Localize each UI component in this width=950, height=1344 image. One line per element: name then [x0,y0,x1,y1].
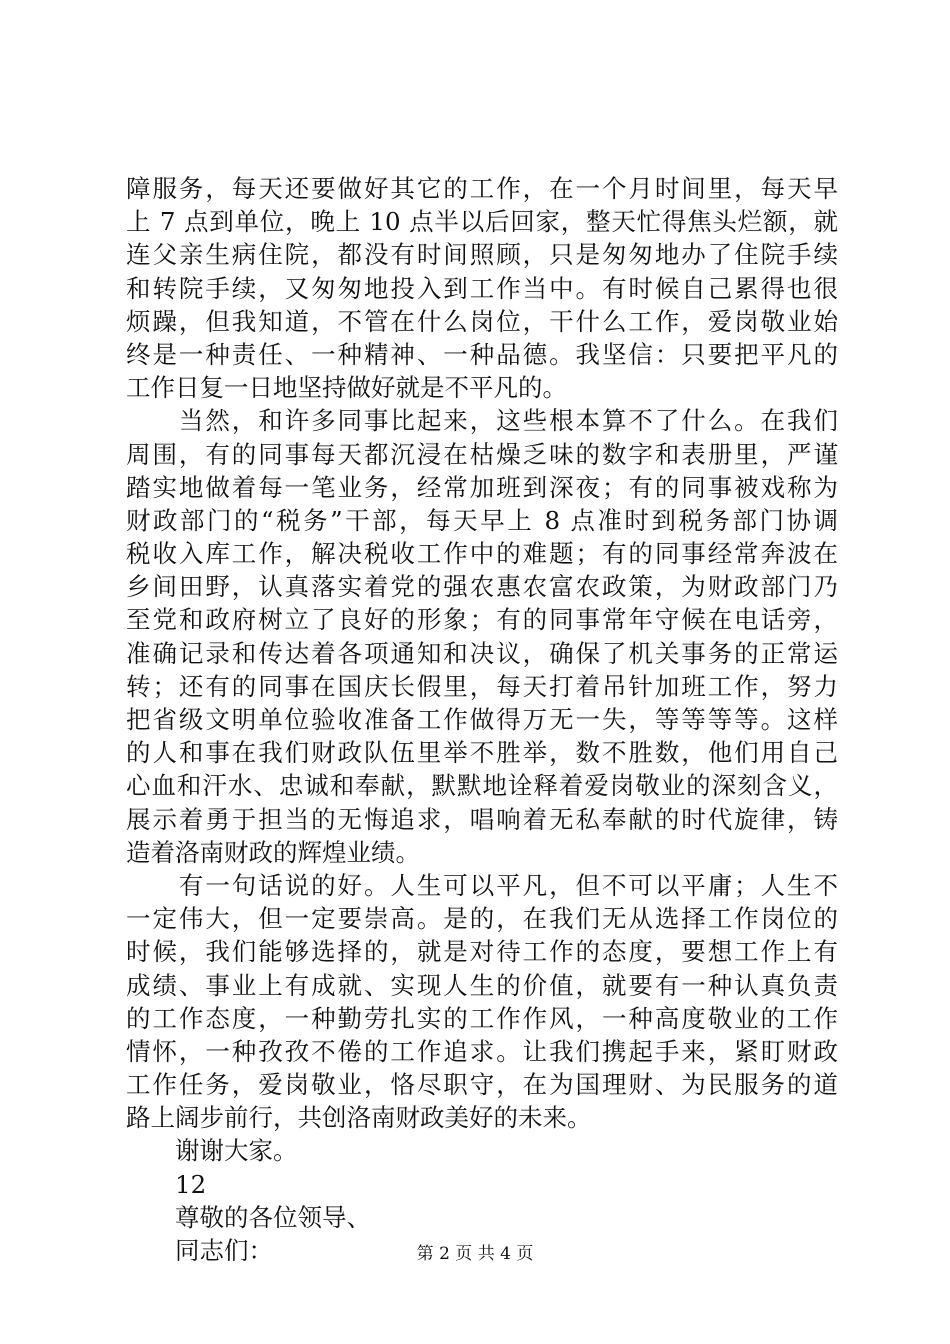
text-line: 至党和政府树立了良好的形象；有的同事常年守候在电话旁， [126,605,838,635]
page-footer: 第 2 页 共 4 页 [416,1244,534,1264]
text-line: 有一句话说的好。人生可以平凡，但不可以平庸；人生不 [126,870,838,900]
closing-text: 谢谢大家。 [175,1136,298,1166]
text-line: 连父亲生病住院，都没有时间照顾，只是匆匆地办了住院手续 [126,240,838,270]
text-line: 障服务，每天还要做好其它的工作，在一个月时间里，每天早 [126,174,838,203]
text-line: 工作日复一日地坚持做好就是不平凡的。 [126,373,567,403]
salutation-line-1: 尊敬的各位领导、 [175,1202,371,1232]
text-line: 烦躁，但我知道，不管在什么岗位，干什么工作，爱岗敬业始 [126,306,838,336]
text-line: 心血和汗水、忠诚和奉献，默默地诠释着爱岗敬业的深刻含义， [126,771,838,801]
text-line: 转；还有的同事在国庆长假里，每天打着吊针加班工作，努力 [126,671,838,701]
text-line: 踏实地做着每一笔业务，经常加班到深夜；有的同事被戏称为 [126,472,838,502]
text-line: 情怀，一种孜孜不倦的工作追求。让我们携起手来，紧盯财政 [126,1036,838,1066]
salutation-line-2: 同志们： [175,1236,273,1265]
paragraph-2 [126,404,838,869]
text-line: 准确记录和传达着各项通知和决议，确保了机关事务的正常运 [126,638,838,668]
text-line: 的工作态度，一种勤劳扎实的工作作风，一种高度敬业的工作 [126,1003,838,1033]
text-line: 终是一种责任、一种精神、一种品德。我坚信：只要把平凡的 [126,339,838,369]
text-line: 成绩、事业上有成就、实现人生的价值，就要有一种认真负责 [126,970,838,1000]
text-line: 造着洛南财政的辉煌业绩。 [126,837,420,867]
text-line: 的人和事在我们财政队伍里举不胜举，数不胜数，他们用自己 [126,738,838,768]
text-line: 把省级文明单位验收准备工作做得万无一失，等等等等。这样 [126,705,838,734]
text-line: 一定伟大，但一定要崇高。是的，在我们无从选择工作岗位的 [126,904,838,934]
text-line: 周围，有的同事每天都沉浸在枯燥乏味的数字和表册里，严谨 [126,439,838,469]
document-body [126,172,838,1267]
text-line: 财政部门的“税务”干部，每天早上 8 点准时到税务部门协调 [126,505,838,535]
text-line: 展示着勇于担当的无悔追求，唱响着无私奉献的时代旋律，铸 [126,804,838,834]
paragraph-1 [126,172,838,404]
text-line: 上 7 点到单位，晚上 10 点半以后回家，整天忙得焦头烂额，就 [126,207,838,237]
paragraph-3 [126,869,838,1135]
text-line: 乡间田野，认真落实着党的强农惠农富农政策，为财政部门乃 [126,572,838,602]
text-line: 和转院手续，又匆匆地投入到工作当中。有时候自己累得也很 [126,273,838,303]
text-line: 时候，我们能够选择的，就是对待工作的态度，要想工作上有 [126,937,838,967]
text-line: 税收入库工作，解决税收工作中的难题；有的同事经常奔波在 [126,539,838,569]
text-line: 路上阔步前行，共创洛南财政美好的未来。 [126,1103,592,1133]
text-line: 当然，和许多同事比起来，这些根本算不了什么。在我们 [126,406,838,436]
section-number: 12 [175,1169,207,1199]
text-line: 工作任务，爱岗敬业，恪尽职守，在为国理财、为民服务的道 [126,1070,838,1100]
